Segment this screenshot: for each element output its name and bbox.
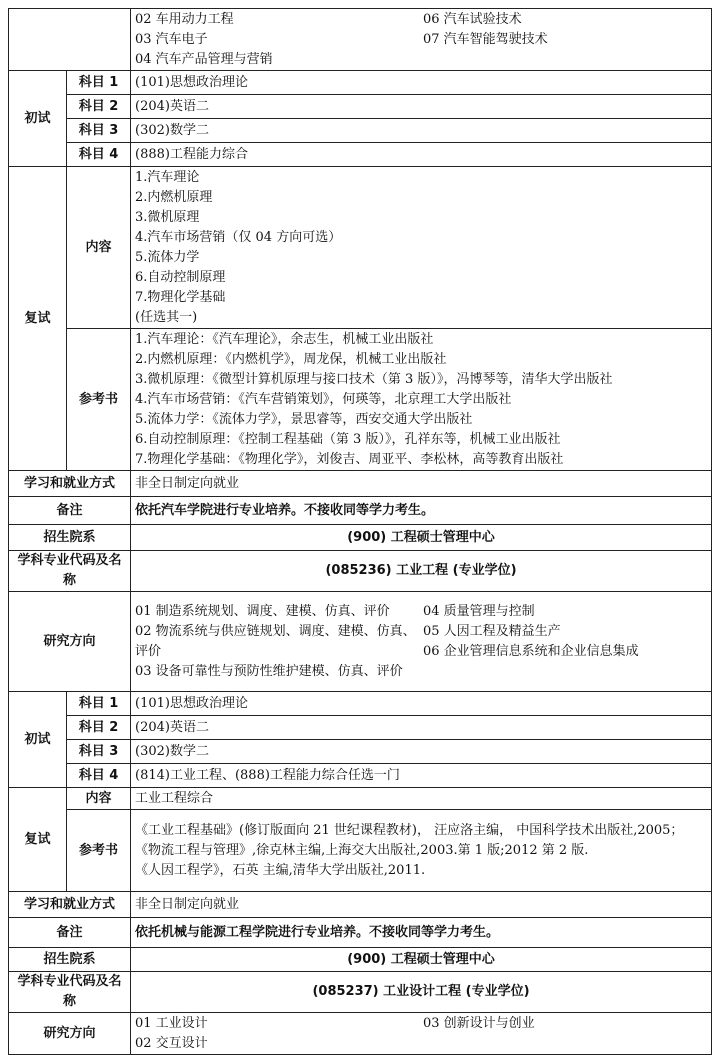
s2-book-item: 《工业工程基础》(修订版面向 21 世纪课程教材)， 汪应洛主编， 中国科学技术出版社,2005； bbox=[135, 822, 684, 838]
s1-book-item: 6.自动控制原理：《控制工程基础（第 3 版）》，孔祥东等，机械工业出版社 bbox=[135, 431, 561, 447]
s1-directions-row bbox=[9, 9, 712, 71]
s3-major-label: 学科专业代码及名称 bbox=[9, 972, 131, 1013]
s1-direction-item: 02 车用动力工程 bbox=[135, 11, 234, 27]
s2-direction-item: 02 物流系统与供应链规划、调度、建模、仿真、评价 bbox=[135, 623, 416, 659]
s1-subject-value: (204)英语二 bbox=[131, 95, 712, 119]
s2-subject-value: (302)数学二 bbox=[131, 740, 712, 764]
s1-book-item: 4.汽车市场营销：《汽车营销策划》，何瑛等，北京理工大学出版社 bbox=[135, 391, 512, 407]
s1-study-label: 学习和就业方式 bbox=[9, 471, 131, 497]
s2-subject-value: (101)思想政治理论 bbox=[131, 692, 712, 716]
s3-direction-item: 01 工业设计 bbox=[135, 1015, 208, 1031]
s3-direction-item: 03 创新设计与创业 bbox=[423, 1015, 535, 1031]
s2-books-cell bbox=[131, 810, 712, 892]
s1-subject-value: (302)数学二 bbox=[131, 119, 712, 143]
s1-direction-item: 06 汽车试验技术 bbox=[423, 11, 522, 27]
s2-book-item: 《人因工程学》，石英 主编,清华大学出版社,2011. bbox=[135, 862, 426, 878]
s1-fushi-label: 复试 bbox=[9, 167, 67, 471]
s1-chushi-label: 初试 bbox=[9, 71, 67, 167]
s2-subject-label: 科目 3 bbox=[67, 740, 131, 764]
s1-content-item: 3.微机原理 bbox=[135, 209, 200, 225]
s2-subject-label: 科目 4 bbox=[67, 764, 131, 788]
s1-study-value: 非全日制定向就业 bbox=[131, 471, 712, 497]
s2-chushi-label: 初试 bbox=[9, 692, 67, 788]
s3-major-value: (085237) 工业设计工程 (专业学位) bbox=[131, 972, 712, 1013]
s1-content-item: 1.汽车理论 bbox=[135, 169, 200, 185]
s1-book-item: 7.物理化学基础：《物理化学》，刘俊吉、周亚平、李松林，高等教育出版社 bbox=[135, 451, 564, 467]
s2-note-value: 依托机械与能源工程学院进行专业培养。不接收同等学力考生。 bbox=[131, 918, 712, 948]
s1-directions-label-cell bbox=[9, 9, 131, 71]
s2-direction-item: 01 制造系统规划、调度、建模、仿真、评价 bbox=[135, 603, 390, 619]
s2-dept-label: 招生院系 bbox=[9, 525, 131, 551]
s3-dept-label: 招生院系 bbox=[9, 948, 131, 972]
s1-subject-label: 科目 2 bbox=[67, 95, 131, 119]
s2-major-value: (085236) 工业工程 (专业学位) bbox=[131, 551, 712, 592]
s1-content-item: 2.内燃机原理 bbox=[135, 189, 213, 205]
s1-direction-item: 03 汽车电子 bbox=[135, 31, 208, 47]
s2-direction-item: 03 设备可靠性与预防性维护建模、仿真、评价 bbox=[135, 663, 403, 679]
s1-note-label: 备注 bbox=[9, 497, 131, 525]
s2-direction-item: 06 企业管理信息系统和企业信息集成 bbox=[423, 643, 639, 659]
s2-dir-label: 研究方向 bbox=[9, 592, 131, 692]
s1-subject-label: 科目 4 bbox=[67, 143, 131, 167]
s2-directions-cell bbox=[131, 592, 712, 692]
s1-directions-cell bbox=[131, 9, 712, 71]
s2-major-label: 学科专业代码及名称 bbox=[9, 551, 131, 592]
s1-subject-label: 科目 3 bbox=[67, 119, 131, 143]
s1-content-item: 6.自动控制原理 bbox=[135, 269, 226, 285]
s2-subject-value: (814)工业工程、(888)工程能力综合任选一门 bbox=[131, 764, 712, 788]
s3-direction-item: 02 交互设计 bbox=[135, 1035, 208, 1051]
s2-content-value: 工业工程综合 bbox=[131, 788, 712, 810]
s2-direction-item: 05 人因工程及精益生产 bbox=[423, 623, 561, 639]
s2-subject-label: 科目 1 bbox=[67, 692, 131, 716]
s2-study-label: 学习和就业方式 bbox=[9, 892, 131, 918]
s1-book-item: 5.流体力学：《流体力学》，景思睿等，西安交通大学出版社 bbox=[135, 411, 473, 427]
s1-book-item: 1.汽车理论：《汽车理论》，余志生，机械工业出版社 bbox=[135, 331, 434, 347]
s2-note-label: 备注 bbox=[9, 918, 131, 948]
s1-book-item: 3.微机原理：《微型计算机原理与接口技术（第 3 版）》，冯博琴等，清华大学出版社 bbox=[135, 371, 613, 387]
s1-content-item: 5.流体力学 bbox=[135, 249, 200, 265]
s1-direction-item: 04 汽车产品管理与营销 bbox=[135, 51, 273, 67]
s2-book-item: 《物流工程与管理》,徐克林主编,上海交大出版社,2003.第 1 版;2012 第 2 版. bbox=[135, 842, 589, 858]
s2-books-label: 参考书 bbox=[67, 810, 131, 892]
admission-table bbox=[8, 8, 712, 1055]
s1-subject-value: (888)工程能力综合 bbox=[131, 143, 712, 167]
s1-books-label: 参考书 bbox=[67, 329, 131, 471]
s2-content-label: 内容 bbox=[67, 788, 131, 810]
s1-subject-label: 科目 1 bbox=[67, 71, 131, 95]
s1-content-item: 4.汽车市场营销（仅 04 方向可选） bbox=[135, 229, 342, 245]
s1-content-item: 7.物理化学基础 bbox=[135, 289, 226, 305]
s1-content-label: 内容 bbox=[67, 167, 131, 329]
s1-note-value: 依托汽车学院进行专业培养。不接收同等学力考生。 bbox=[131, 497, 712, 525]
s1-direction-item: 07 汽车智能驾驶技术 bbox=[423, 31, 548, 47]
s1-books-cell bbox=[131, 329, 712, 471]
s1-content-item: (任选其一) bbox=[135, 309, 198, 325]
s1-subject-value: (101)思想政治理论 bbox=[131, 71, 712, 95]
s1-book-item: 2.内燃机原理：《内燃机学》，周龙保，机械工业出版社 bbox=[135, 351, 447, 367]
s2-subject-value: (204)英语二 bbox=[131, 716, 712, 740]
s3-dept-value: (900) 工程硕士管理中心 bbox=[131, 948, 712, 972]
s1-content-cell bbox=[131, 167, 712, 329]
s2-subject-label: 科目 2 bbox=[67, 716, 131, 740]
s2-fushi-label: 复试 bbox=[9, 788, 67, 892]
s2-direction-item: 04 质量管理与控制 bbox=[423, 603, 535, 619]
s3-directions-cell bbox=[131, 1013, 712, 1055]
s2-dept-value: (900) 工程硕士管理中心 bbox=[131, 525, 712, 551]
s2-study-value: 非全日制定向就业 bbox=[131, 892, 712, 918]
s3-dir-label: 研究方向 bbox=[9, 1013, 131, 1055]
